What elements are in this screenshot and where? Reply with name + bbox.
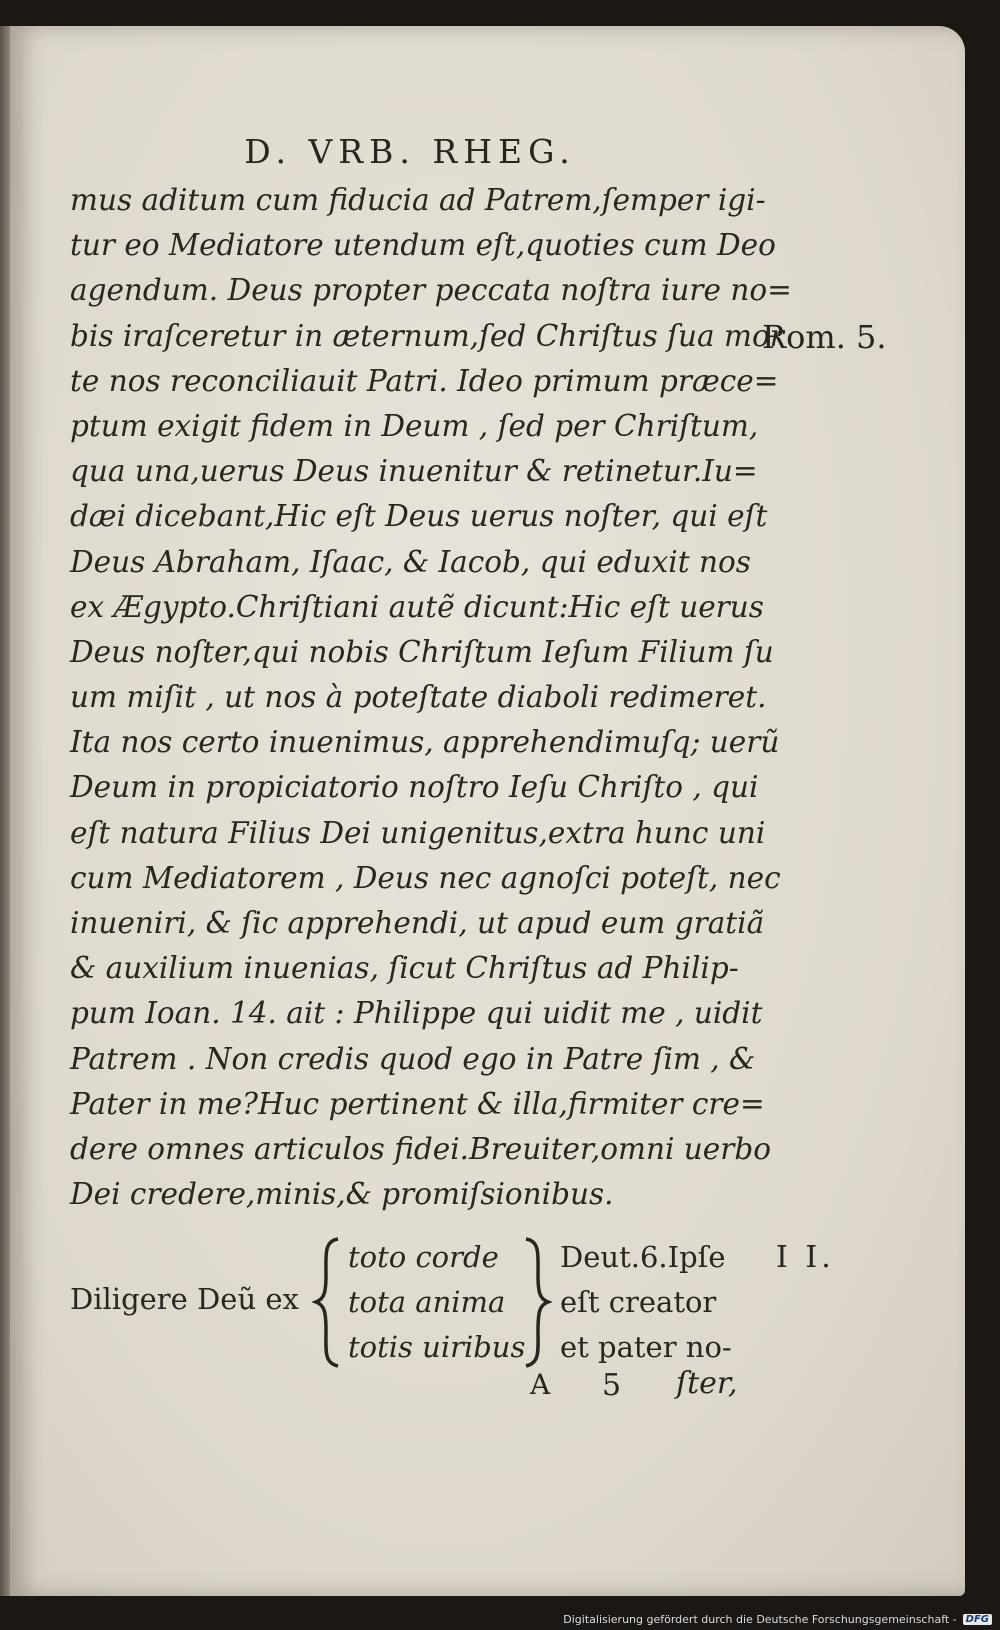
text-line: Deus Abraham, Iſaac, & Iacob, qui eduxit nos [70,544,751,579]
right-brace-icon [522,1235,552,1370]
text-line: & auxilium inuenias, ſicut Chriſtus ad Philip- [70,951,739,986]
diagram-main-phrase: Diligere Deũ ex [70,1282,299,1316]
diagram-note-line: et pater no- [560,1330,732,1364]
signature-mark: A [530,1368,551,1401]
text-line: te nos reconciliauit Patri. Ideo primum præce= [70,363,779,398]
section-number: I I. [776,1240,835,1275]
digitization-footer [563,1610,992,1628]
text-line: mus aditum cum fiducia ad Patrem,ſemper igi- [70,183,766,217]
text-line: Deus noſter,qui nobis Chriſtum Ieſum Filium ſu [70,634,774,669]
signature-number: 5 [602,1368,622,1403]
text-line: bis iraſceretur in æternum,ſed Chriſtus ſua mor [70,318,784,353]
text-line: inueniri, & ſic apprehendi, ut apud eum gratiã [70,906,765,940]
text-line: ex Ægypto.Chriſtiani autẽ dicunt:Hic eſt uerus [70,589,764,624]
margin-reference: Rom. 5. [762,318,887,356]
text-line: dæi dicebant,Hic eſt Deus uerus noſter, qui eſt [70,499,768,534]
diagram-note-line: eſt creator [560,1285,717,1319]
footer-text: Digitalisierung gefördert durch die Deutsche Forschungsgemeinschaft - [563,1612,957,1626]
text-line: Pater in me?Huc pertinent & illa,firmiter cre= [70,1086,765,1121]
catchword: ſter, [676,1366,738,1401]
text-line: pum Ioan. 14. ait : Philippe qui uidit me , uidit [70,996,763,1031]
diagram-item: totis uiribus [348,1330,526,1364]
text-line: Ita nos certo inuenimus, apprehendimuſq; uerũ [70,725,780,760]
text-line: Patrem . Non credis quod ego in Patre ſim , & [70,1041,756,1076]
text-line: um miſit , ut nos à poteſtate diaboli redimeret. [70,680,767,715]
body-text [70,178,792,1217]
diagram-items [348,1235,525,1370]
diagram-item: tota anima [348,1285,506,1319]
text-line: cum Mediatorem , Deus nec agnoſci poteſt, nec [70,860,781,895]
diagram-note-line: Deut.6.Ipſe [560,1240,726,1274]
running-header: D. VRB. RHEG. [244,132,576,171]
diagram-item: toto corde [348,1240,499,1274]
text-line: Deum in propiciatorio noſtro Ieſu Chriſto , qui [70,770,759,805]
text-line: dere omnes articulos fidei.Breuiter,omni uerbo [70,1131,771,1166]
text-line: ptum exigit fidem in Deum , ſed per Chriſtum, [70,408,759,443]
text-line: Dei credere,minis,& promiſsionibus. [70,1177,614,1212]
text-line: qua una,uerus Deus inuenitur & retinetur.Iu= [70,454,758,489]
brace-diagram [70,1235,770,1400]
diagram-note [560,1235,732,1370]
text-line: tur eo Mediatore utendum eſt,quoties cum Deo [70,228,776,263]
left-brace-icon [312,1235,342,1370]
text-line: agendum. Deus propter peccata noſtra iure no= [70,273,792,308]
text-line: eſt natura Filius Dei unigenitus,extra hunc uni [70,815,766,850]
dfg-logo-icon: DFG [963,1614,992,1625]
